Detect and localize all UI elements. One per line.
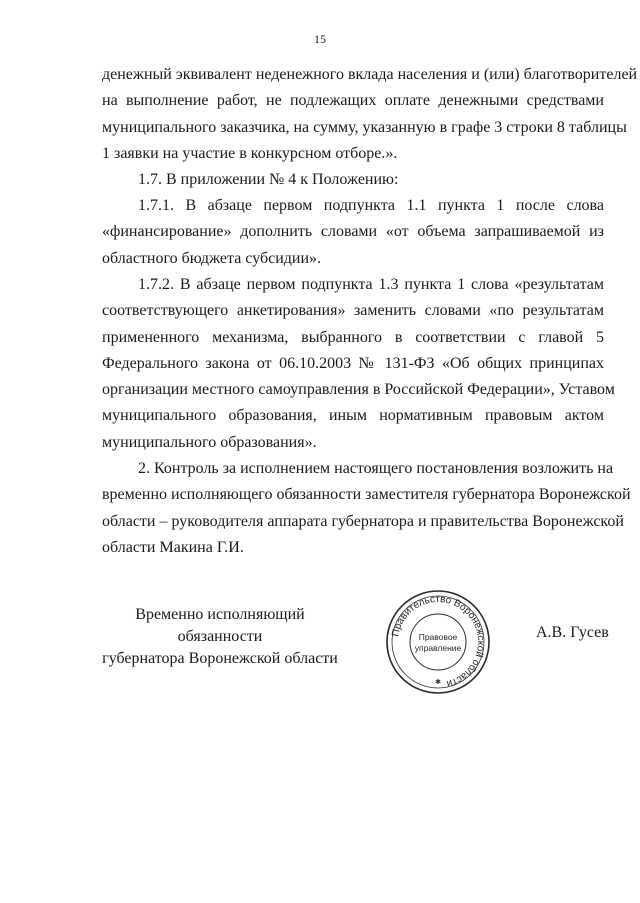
star-icon: ✱ — [435, 678, 441, 686]
page-number: 15 — [314, 32, 326, 46]
text-line: организации местного самоуправления в Российской Федерации», Уставом — [102, 381, 615, 399]
official-stamp — [384, 588, 492, 696]
text-line: 1.7. В приложении № 4 к Положению: — [138, 171, 399, 188]
text-line: Федерального закона от 06.10.2003 № 131-ФЗ «Об общих принципах — [102, 354, 604, 372]
signatory-title-line: губернатора Воронежской области — [102, 650, 338, 667]
paragraph-1 — [102, 62, 638, 167]
paragraph-5 — [102, 456, 631, 561]
text-line: 1.7.2. В абзаце первом подпункта 1.3 пункта 1 слова «результатам — [138, 276, 604, 293]
text-line: денежный эквивалент неденежного вклада населения и (или) благотворителей — [102, 66, 638, 83]
text-line: муниципального образования». — [102, 433, 317, 451]
text-line: областного бюджета субсидии». — [102, 249, 322, 267]
paragraph-3 — [102, 193, 604, 272]
signatory-name: А.В. Гусев — [536, 624, 609, 641]
text-line: «финансирование» дополнить словами «от объема запрашиваемой из — [102, 223, 604, 241]
signatory-title — [100, 604, 340, 670]
text-line: 1 заявки на участие в конкурсном отборе.». — [102, 144, 398, 162]
stamp-center-line: Правовое — [418, 632, 458, 642]
paragraph-2 — [102, 167, 604, 193]
text-line: 2. Контроль за исполнением настоящего постановления возложить на — [138, 460, 614, 477]
signatory-title-line: Временно исполняющий обязанности — [135, 606, 305, 645]
paragraph-4 — [102, 272, 615, 456]
stamp-ring-text: Правительство Воронежской области — [390, 593, 487, 689]
text-line: 1.7.1. В абзаце первом подпункта 1.1 пункта 1 после слова — [138, 197, 604, 214]
text-line: области – руководителя аппарата губернатора и правительства Воронежской — [102, 512, 624, 530]
text-line: муниципального образования, иным нормативным правовым актом — [102, 407, 604, 425]
text-line: временно исполняющего обязанности заместителя губернатора Воронежской — [102, 486, 631, 504]
text-line: области Макина Г.И. — [102, 538, 244, 556]
text-line: муниципального заказчика, на сумму, указанную в графе 3 строки 8 таблицы — [102, 118, 627, 136]
text-line: на выполнение работ, не подлежащих оплате денежными средствами — [102, 92, 604, 110]
text-line: соответствующего анкетирования» заменить словами «по результатам — [102, 302, 604, 320]
stamp-center-line: управление — [414, 643, 462, 653]
text-line: примененного механизма, выбранного в соответствии с главой 5 — [102, 328, 604, 346]
